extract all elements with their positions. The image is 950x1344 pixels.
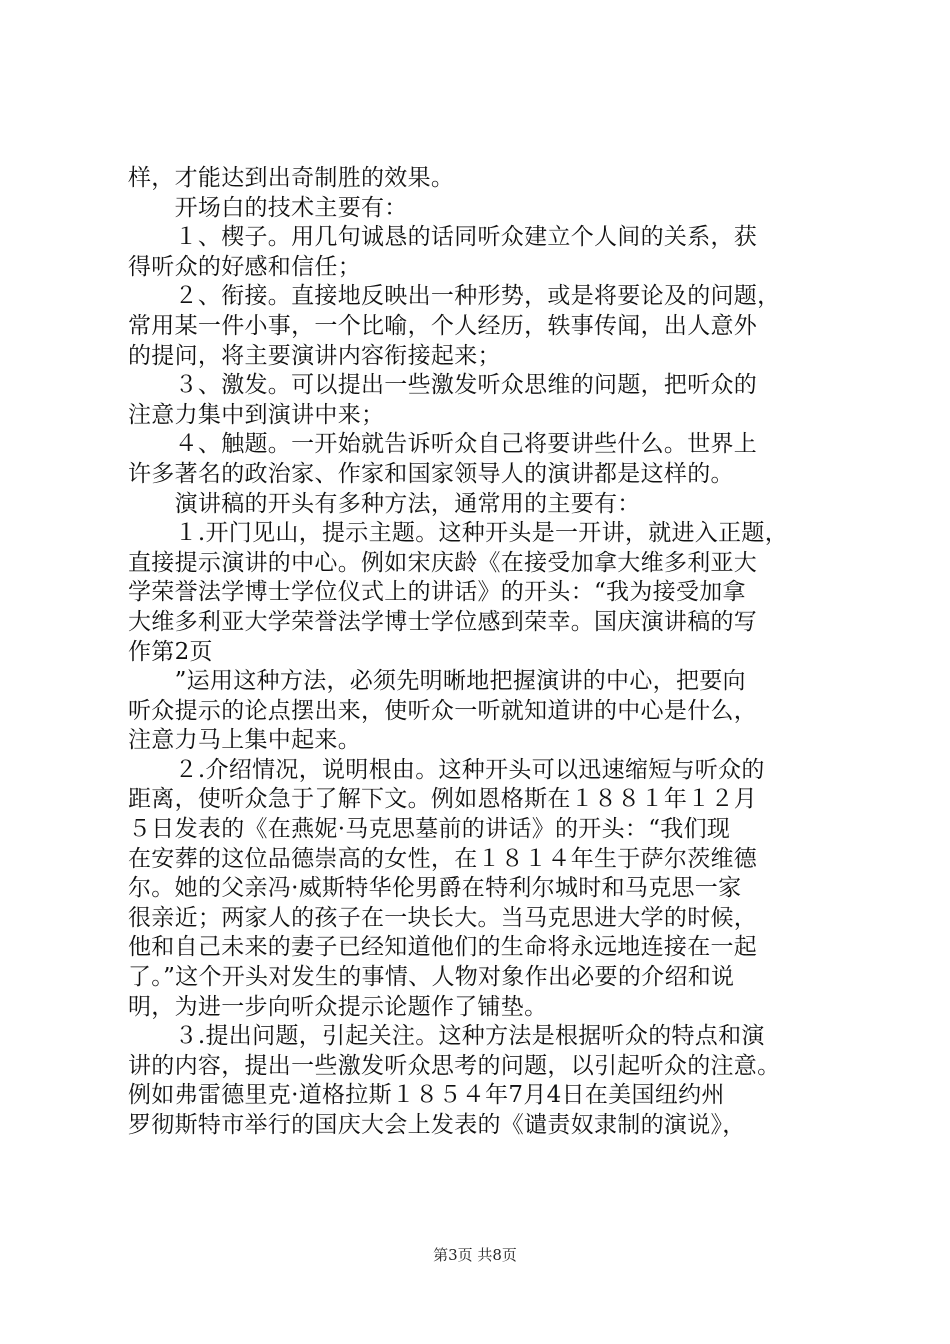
- text-line: 明，为进一步向听众提示论题作了铺垫。: [128, 993, 548, 1020]
- text-line: ２、衔接。直接地反映出一种形势，或是将要论及的问题，: [128, 283, 781, 310]
- text-line: 常用某一件小事，一个比喻，个人经历，轶事传闻，出人意外: [128, 312, 758, 339]
- text-line: ５日发表的《在燕妮·马克思墓前的讲话》的开头：“我们现: [128, 816, 731, 843]
- text-line: １.开门见山，提示主题。这种开头是一开讲，就进入正题，: [128, 520, 789, 547]
- text-line: 距离，使听众急于了解下文。例如恩格斯在１８８１年１２月: [128, 786, 758, 813]
- text-line: 尔。她的父亲冯·威斯特华伦男爵在特利尔城时和马克思一家: [128, 875, 742, 902]
- text-line: 直接提示演讲的中心。例如宋庆龄《在接受加拿大维多利亚大: [128, 549, 758, 576]
- text-line: 开场白的技术主要有：: [128, 194, 408, 221]
- text-line: 他和自己未来的妻子已经知道他们的生命将永远地连接在一起: [128, 934, 758, 961]
- text-line: 听众提示的论点摆出来，使听众一听就知道讲的中心是什么，: [128, 697, 758, 724]
- text-line: 的提问，将主要演讲内容衔接起来；: [128, 342, 501, 369]
- page-number-footer: 第3页 共8页: [433, 1246, 517, 1264]
- text-line: 大维多利亚大学荣誉法学博士学位感到荣幸。国庆演讲稿的写: [128, 608, 758, 635]
- text-line: 作第2页: [128, 638, 213, 665]
- text-line: 注意力马上集中起来。: [128, 727, 361, 754]
- text-line: 学荣誉法学博士学位仪式上的讲话》的开头：“我为接受加拿: [128, 579, 746, 606]
- text-line: ３、激发。可以提出一些激发听众思维的问题，把听众的: [128, 372, 758, 399]
- text-line: 注意力集中到演讲中来；: [128, 401, 385, 428]
- text-line: 演讲稿的开头有多种方法，通常用的主要有：: [128, 490, 641, 517]
- text-line: 了。”这个开头对发生的事情、人物对象作出必要的介绍和说: [128, 964, 735, 991]
- text-line: ３.提出问题，引起关注。这种方法是根据听众的特点和演: [128, 1023, 765, 1050]
- text-line: ４、触题。一开始就告诉听众自己将要讲些什么。世界上: [128, 431, 758, 458]
- text-line: ”运用这种方法，必须先明晰地把握演讲的中心，把要向: [128, 668, 746, 695]
- text-line: 罗彻斯特市举行的国庆大会上发表的《谴责奴隶制的演说》，: [128, 1112, 746, 1138]
- text-line: ２.介绍情况，说明根由。这种开头可以迅速缩短与听众的: [128, 756, 765, 783]
- text-line: 很亲近；两家人的孩子在一块长大。当马克思进大学的时候，: [128, 904, 758, 931]
- text-line: 样，才能达到出奇制胜的效果。: [128, 165, 455, 191]
- text-line: 许多著名的政治家、作家和国家领导人的演讲都是这样的。: [128, 460, 734, 487]
- text-line: 得听众的好感和信任；: [128, 253, 361, 280]
- text-line: 在安葬的这位品德崇高的女性，在１８１４年生于萨尔茨维德: [128, 845, 758, 872]
- text-line: 例如弗雷德里克·道格拉斯１８５４年7月4日在美国纽约州: [128, 1082, 725, 1109]
- document-body: [128, 164, 844, 1141]
- text-line: １、楔子。用几句诚恳的话同听众建立个人间的关系，获: [128, 224, 758, 251]
- text-line: 讲的内容，提出一些激发听众思考的问题，以引起听众的注意。: [128, 1052, 781, 1079]
